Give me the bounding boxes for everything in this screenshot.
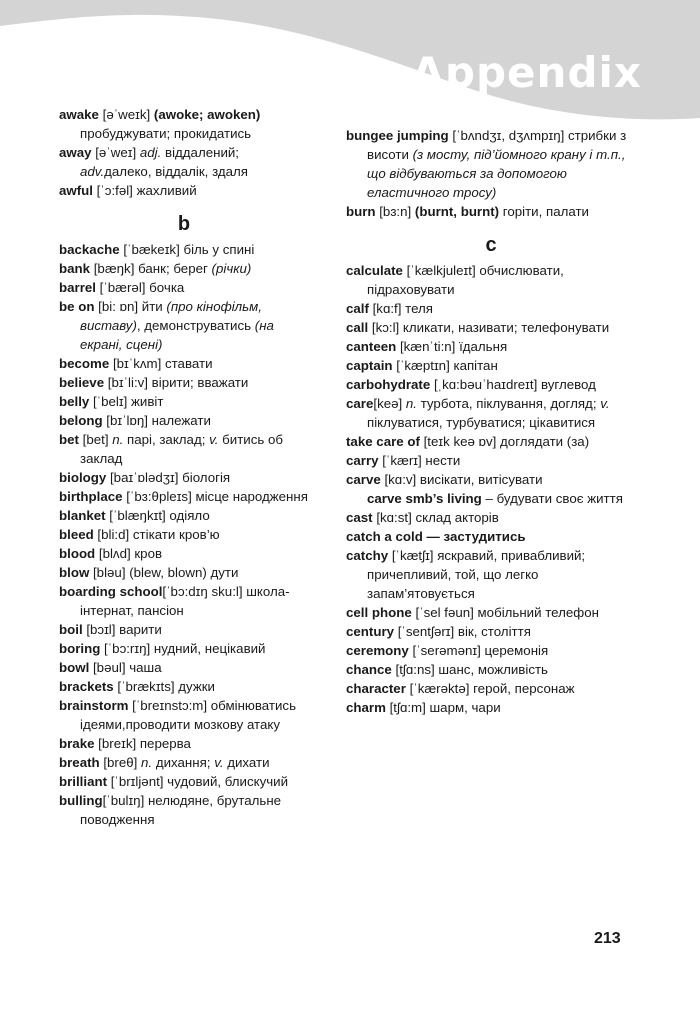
entry-text: [breɪk] перерва xyxy=(94,736,191,751)
usage-note: n. xyxy=(141,755,153,770)
headword: awful xyxy=(59,183,93,198)
dictionary-entry xyxy=(59,677,309,696)
entry-text: [bɜ:n] xyxy=(375,204,415,219)
headword: carve xyxy=(346,472,381,487)
dictionary-entry xyxy=(59,278,309,297)
headword: believe xyxy=(59,375,105,390)
entry-text: [bɪˈlɒŋ] належати xyxy=(102,413,211,428)
headword: birthplace xyxy=(59,489,123,504)
headword: catchy xyxy=(346,548,389,563)
entry-text: піклуватися, турбуватися; цікавитися xyxy=(367,415,596,430)
headword: blanket xyxy=(59,508,106,523)
headword: brainstorm xyxy=(59,698,129,713)
dictionary-entry xyxy=(59,392,309,411)
headword: brilliant xyxy=(59,774,108,789)
entry-text: [bet] xyxy=(78,432,113,447)
dictionary-entry xyxy=(59,411,309,430)
entry-text: [ˈbɔ:dɪŋ sku:l] школа-інтернат, пансіон xyxy=(80,584,290,618)
dictionary-entry xyxy=(346,527,636,546)
entry-text: [kɑ:v] висікати, витісувати xyxy=(380,472,543,487)
dictionary-entry xyxy=(59,563,309,582)
headword: awake xyxy=(59,107,99,122)
dictionary-entry xyxy=(59,487,309,506)
entry-text: битись об заклад xyxy=(80,432,284,466)
entry-text: дихати xyxy=(223,755,270,770)
dictionary-entry xyxy=(59,772,309,791)
entry-text: [bəul] чаша xyxy=(89,660,162,675)
headword: calf xyxy=(346,301,369,316)
headword: bet xyxy=(59,432,79,447)
headword: belong xyxy=(59,413,103,428)
headword: be on xyxy=(59,299,95,314)
dictionary-entry xyxy=(346,432,636,451)
headword: carry xyxy=(346,453,379,468)
entry-text: [breθ] xyxy=(99,755,142,770)
headword: backache xyxy=(59,242,120,257)
headword: bungee jumping xyxy=(346,128,449,143)
entry-text: [ˈsentʃərɪ] вік, століття xyxy=(394,624,531,639)
entry-text: [bləu] (blew, blown) дути xyxy=(89,565,239,580)
dictionary-entry xyxy=(59,639,309,658)
dictionary-entry xyxy=(59,373,309,392)
usage-note: (на екрані, сцені) xyxy=(80,318,274,352)
dictionary-entry xyxy=(346,299,636,318)
dictionary-entry xyxy=(59,259,309,278)
usage-note: n. xyxy=(112,432,124,447)
dictionary-entry xyxy=(346,261,636,299)
entry-text: [ˈbækeɪk] біль у спині xyxy=(119,242,255,257)
headword: call xyxy=(346,320,369,335)
usage-note: v. xyxy=(600,396,610,411)
entry-text: [ˈkætʃɪ] яскравий, привабливий; причепливий, той, що легко запам’ятовується xyxy=(367,548,586,601)
dictionary-entry xyxy=(59,753,309,772)
dictionary-entry xyxy=(59,620,309,639)
dictionary-entry xyxy=(346,622,636,641)
usage-note: (з мосту, під’йомного крану і т.п., що відбуваються за допомогою еластичного тросу) xyxy=(367,147,626,200)
entry-text: — застудитись xyxy=(422,529,526,544)
headword: blood xyxy=(59,546,96,561)
verb-forms: (awoke; awoken) xyxy=(153,107,261,122)
usage-note: adj. xyxy=(139,145,162,160)
dictionary-entry xyxy=(59,468,309,487)
left-column xyxy=(59,105,309,829)
entry-text: [ˈserəmənɪ] церемонія xyxy=(408,643,549,658)
entry-text: [blʌd] кров xyxy=(95,546,163,561)
section-letter: c xyxy=(485,234,497,256)
dictionary-entry xyxy=(346,603,636,622)
entry-text: [bli:d] стікати кров’ю xyxy=(93,527,220,542)
headword: calculate xyxy=(346,263,403,278)
dictionary-entry xyxy=(59,791,309,829)
headword: cast xyxy=(346,510,373,525)
usage-note: v. xyxy=(209,432,219,447)
entry-text: [kænˈti:n] їдальня xyxy=(396,339,508,354)
headword: burn xyxy=(346,204,376,219)
entry-text: [ˈbʌndʒɪ, dʒʌmpɪŋ] стрибки з висоти xyxy=(367,128,627,162)
entry-text: [əˈweɪk] xyxy=(98,107,154,122)
entry-text: турбота, піклування, догляд; xyxy=(417,396,601,411)
dictionary-entry xyxy=(346,356,636,375)
dictionary-entry xyxy=(346,318,636,337)
entry-text: [ˈbɜ:θpleɪs] місце народження xyxy=(122,489,308,504)
dictionary-entry xyxy=(59,658,309,677)
headword: canteen xyxy=(346,339,397,354)
headword: breath xyxy=(59,755,100,770)
dictionary-entry xyxy=(346,394,636,432)
entry-text: , демонструватись xyxy=(136,318,255,333)
dictionary-entry xyxy=(59,297,309,354)
dictionary-entry xyxy=(59,105,309,143)
dictionary-entry xyxy=(59,240,309,259)
entry-text: [bæŋk] банк; берег xyxy=(90,261,212,276)
dictionary-entry xyxy=(346,508,636,527)
entry-text: [baɪˈɒlədʒɪ] біологія xyxy=(106,470,231,485)
entry-text: пробуджувати; прокидатись xyxy=(80,126,252,141)
headword: bulling xyxy=(59,793,103,808)
entry-text: [ˈsel fəun] мобільний телефон xyxy=(411,605,599,620)
entry-text: [əˈweɪ] xyxy=(91,145,140,160)
usage-note: (річки) xyxy=(211,261,252,276)
dictionary-entry xyxy=(59,181,309,200)
headword: chance xyxy=(346,662,392,677)
usage-note: adv. xyxy=(80,164,105,179)
dictionary-entry xyxy=(346,546,636,603)
entry-text: [ˈkærɪ] нести xyxy=(378,453,461,468)
headword: brake xyxy=(59,736,95,751)
entry-text: [ˌkɑ:bəuˈhaɪdreɪt] вуглевод xyxy=(430,377,596,392)
headword: away xyxy=(59,145,92,160)
entry-text: дихання; xyxy=(152,755,215,770)
usage-note: n. xyxy=(405,396,417,411)
entry-text: [bɪˈkʌm] ставати xyxy=(109,356,213,371)
dictionary-entry xyxy=(346,698,636,717)
section-letter: b xyxy=(177,213,191,235)
dictionary-entry xyxy=(346,126,636,202)
dictionary-entry xyxy=(59,143,309,181)
usage-note: (про кінофільм, виставу) xyxy=(80,299,262,333)
entry-text: [teɪk keə ɒv] доглядати (за) xyxy=(419,434,590,449)
headword: care xyxy=(346,396,374,411)
entry-text: [ˈbrɪljənt] чудовий, блискучий xyxy=(107,774,289,789)
entry-text: [ˈblæŋkɪt] одіяло xyxy=(105,508,210,523)
entry-text: – будувати своє життя xyxy=(481,491,623,506)
entry-text: [ˈbelɪ] живіт xyxy=(89,394,164,409)
headword: carbohydrate xyxy=(346,377,431,392)
right-column xyxy=(346,126,636,717)
headword: cell phone xyxy=(346,605,412,620)
headword: bank xyxy=(59,261,91,276)
entry-text: [ˈbreɪnstɔ:m] обмінюватись ідеями,проводити мозкову атаку xyxy=(80,698,297,732)
usage-note: v. xyxy=(214,755,224,770)
dictionary-entry xyxy=(59,734,309,753)
headword: character xyxy=(346,681,406,696)
dictionary-entry xyxy=(346,470,636,489)
entry-text: [tʃɑ:ns] шанс, можливість xyxy=(391,662,548,677)
headword: boarding school xyxy=(59,584,163,599)
dictionary-entry xyxy=(59,544,309,563)
dictionary-entry xyxy=(59,430,309,468)
dictionary-entry xyxy=(346,337,636,356)
entry-text: парі, заклад; xyxy=(123,432,210,447)
headword: carve smb’s living xyxy=(367,491,482,506)
dictionary-entry xyxy=(59,582,309,620)
entry-text: [bi: ɒn] йти xyxy=(94,299,167,314)
sub-entry xyxy=(346,489,636,508)
headword: boil xyxy=(59,622,83,637)
entry-text: [ˈbɔ:rɪŋ] нудний, нецікавий xyxy=(100,641,266,656)
headword: bleed xyxy=(59,527,94,542)
headword: take care of xyxy=(346,434,420,449)
entry-text: далеко, віддалік, здаля xyxy=(104,164,248,179)
entry-text: [kɑ:st] склад акторів xyxy=(372,510,499,525)
verb-forms: (burnt, burnt) xyxy=(414,204,500,219)
dictionary-entry xyxy=(346,375,636,394)
headword: century xyxy=(346,624,395,639)
entry-text: горіти, палати xyxy=(499,204,589,219)
entry-text: віддалений; xyxy=(161,145,239,160)
entry-text: [ˈkærəktə] герой, персонаж xyxy=(405,681,575,696)
entry-text: [kɔ:l] кликати, називати; телефонувати xyxy=(368,320,610,335)
entry-text: [bɪˈli:v] вірити; вважати xyxy=(104,375,249,390)
dictionary-entry xyxy=(59,696,309,734)
headword: brackets xyxy=(59,679,114,694)
headword: boring xyxy=(59,641,101,656)
entry-text: [ˈbrækɪts] дужки xyxy=(113,679,215,694)
headword: barrel xyxy=(59,280,96,295)
headword: belly xyxy=(59,394,90,409)
headword: bowl xyxy=(59,660,90,675)
dictionary-entry xyxy=(346,679,636,698)
headword: captain xyxy=(346,358,393,373)
entry-text: [keə] xyxy=(373,396,406,411)
headword: catch a cold xyxy=(346,529,423,544)
headword: biology xyxy=(59,470,107,485)
entry-text: [bɔɪl] варити xyxy=(82,622,162,637)
entry-text: [ˈkæptɪn] капітан xyxy=(392,358,498,373)
dictionary-entry xyxy=(59,354,309,373)
headword: ceremony xyxy=(346,643,409,658)
headword: blow xyxy=(59,565,90,580)
dictionary-entry xyxy=(346,451,636,470)
entry-text: [ˈkælkjuleɪt] обчислювати, підраховувати xyxy=(367,263,564,297)
dictionary-entry xyxy=(59,506,309,525)
page-number: 213 xyxy=(594,930,621,947)
entry-text: [ˈbærəl] бочка xyxy=(95,280,185,295)
dictionary-entry xyxy=(346,202,636,221)
headword: charm xyxy=(346,700,386,715)
dictionary-entry xyxy=(59,525,309,544)
entry-text: [tʃɑ:m] шарм, чари xyxy=(385,700,501,715)
headword: become xyxy=(59,356,110,371)
appendix-title: Appendix xyxy=(411,48,642,97)
dictionary-entry xyxy=(346,641,636,660)
entry-text: [kɑ:f] теля xyxy=(368,301,433,316)
dictionary-entry xyxy=(346,660,636,679)
entry-text: [ˈbulɪŋ] нелюдяне, брутальне поводження xyxy=(80,793,282,827)
entry-text: [ˈɔ:fəl] жахливий xyxy=(92,183,197,198)
